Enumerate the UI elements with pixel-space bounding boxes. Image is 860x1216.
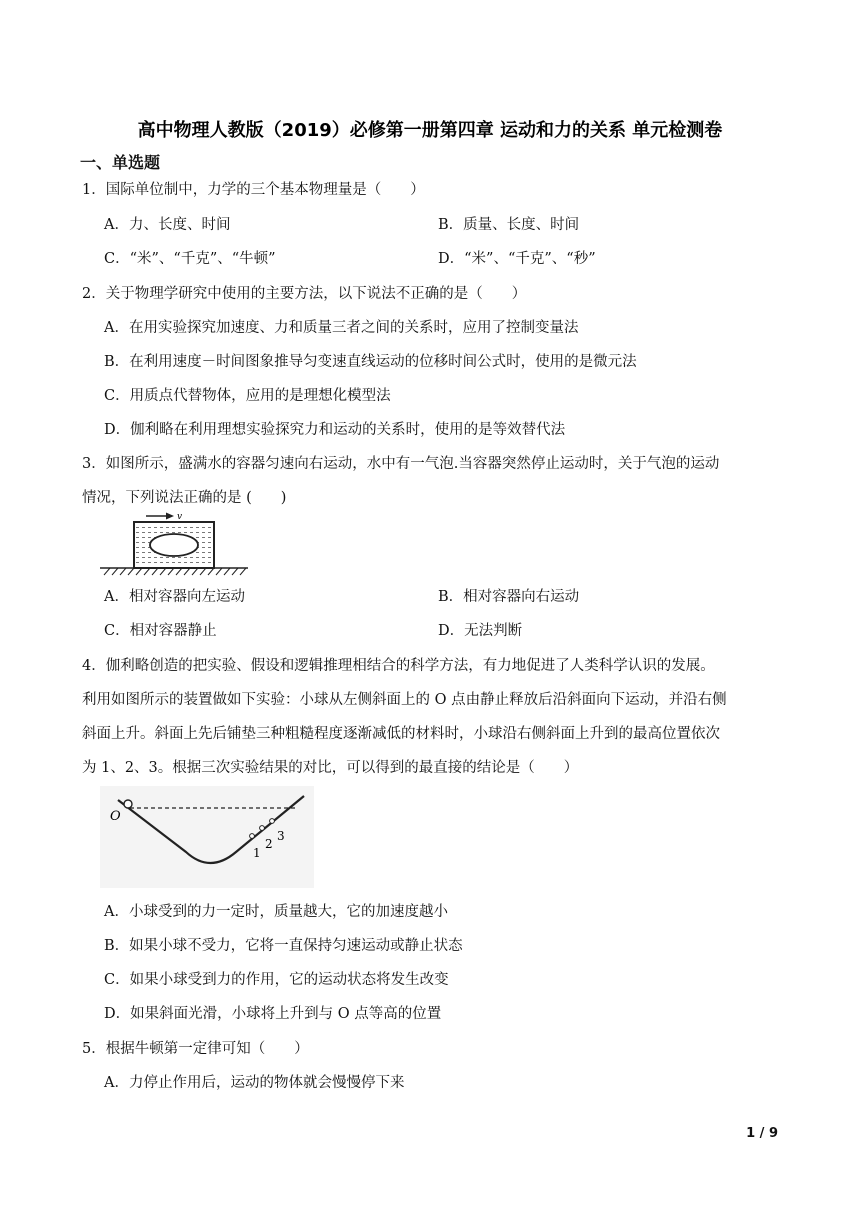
position-2-label: 2 (265, 837, 273, 851)
question-4-option-a: A．小球受到的力一定时，质量越大，它的加速度越小 (104, 904, 448, 920)
question-4-stem-line-4: 为 1、2、3。根据三次实验结果的对比，可以得到的最直接的结论是（ ） (82, 760, 579, 776)
question-3-stem-line-1: 3．如图所示，盛满水的容器匀速向右运动，水中有一气泡.当容器突然停止运动时，关于气泡的运动 (82, 456, 720, 472)
question-4-option-c: C．如果小球受到力的作用，它的运动状态将发生改变 (104, 972, 449, 988)
ball-at-o (124, 800, 132, 808)
question-2-option-a: A．在用实验探究加速度、力和质量三者之间的关系时，应用了控制变量法 (104, 320, 579, 336)
question-4-stem-line-3: 斜面上升。斜面上先后铺垫三种粗糙程度逐渐减低的材料时，小球沿右侧斜面上升到的最高位置依次 (82, 726, 720, 742)
incline-experiment-figure (100, 786, 314, 888)
page-number: 1 / 9 (746, 1126, 778, 1141)
point-o-label: O (110, 809, 121, 824)
container-bubble-figure (100, 510, 248, 576)
ball-position-2 (260, 826, 265, 831)
ball-position-3 (270, 819, 275, 824)
question-4-stem-line-1: 4．伽利略创造的把实验、假设和逻辑推理相结合的科学方法，有力地促进了人类科学认识的发展。 (82, 658, 715, 674)
question-4-stem-line-2: 利用如图所示的装置做如下实验：小球从左侧斜面上的 O 点由静止释放后沿斜面向下运动，并沿右侧 (82, 692, 727, 708)
question-1-option-a: A．力、长度、时间 (104, 217, 231, 233)
question-3-stem-line-2: 情况，下列说法正确的是 ( ) (82, 490, 287, 506)
question-1-option-d: D．“米”、“千克”、“秒” (438, 251, 596, 267)
position-3-label: 3 (277, 829, 285, 843)
question-1-option-c: C．“米”、“千克”、“牛顿” (104, 251, 276, 267)
section-heading: 一、单选题 (80, 153, 161, 172)
question-3-option-b: B．相对容器向右运动 (438, 589, 580, 605)
question-2-option-c: C．用质点代替物体，应用的是理想化模型法 (104, 388, 391, 404)
air-bubble (150, 534, 198, 556)
question-5-stem: 5．根据牛顿第一定律可知（ ） (82, 1041, 309, 1057)
question-4-option-b: B．如果小球不受力，它将一直保持匀速运动或静止状态 (104, 938, 463, 954)
question-1-stem: 1．国际单位制中，力学的三个基本物理量是（ ） (82, 182, 425, 198)
question-5-option-a: A．力停止作用后，运动的物体就会慢慢停下来 (104, 1075, 405, 1091)
question-2-stem: 2．关于物理学研究中使用的主要方法，以下说法不正确的是（ ） (82, 286, 527, 302)
question-4-option-d: D．如果斜面光滑，小球将上升到与 O 点等高的位置 (104, 1006, 442, 1022)
velocity-label: v (177, 512, 183, 522)
document-title: 高中物理人教版（2019）必修第一册第四章 运动和力的关系 单元检测卷 (137, 120, 723, 141)
position-1-label: 1 (253, 846, 261, 860)
ground-hatching (104, 568, 246, 575)
velocity-arrowhead (166, 513, 174, 520)
question-2-option-d: D．伽利略在利用理想实验探究力和运动的关系时，使用的是等效替代法 (104, 422, 566, 438)
ball-position-1 (250, 834, 255, 839)
question-2-option-b: B．在利用速度－时间图象推导匀变速直线运动的位移时间公式时，使用的是微元法 (104, 354, 637, 370)
question-3-option-c: C．相对容器静止 (104, 623, 217, 639)
question-3-option-d: D．无法判断 (438, 623, 523, 639)
question-1-option-b: B．质量、长度、时间 (438, 217, 580, 233)
question-3-option-a: A．相对容器向左运动 (104, 589, 245, 605)
